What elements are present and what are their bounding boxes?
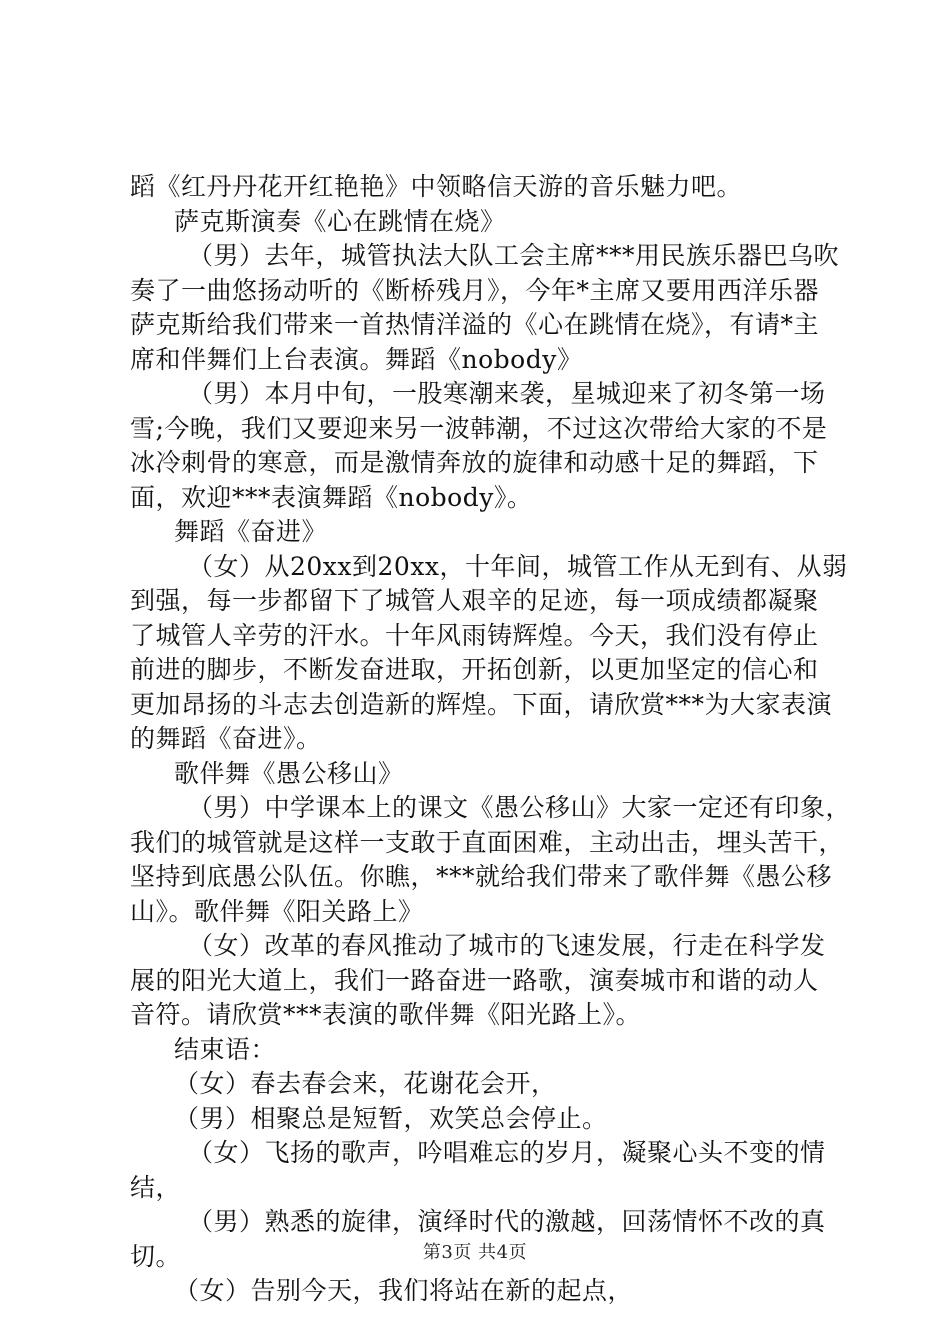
text-line: 我们的城管就是这样一支敢于直面困难，主动出击，埋头苦干， (130, 827, 845, 857)
text-line: （女）飞扬的歌声，吟唱难忘的岁月，凝聚心头不变的情 (188, 1138, 826, 1167)
text-line: 山》。歌伴舞《阳关路上》 (130, 896, 424, 926)
text-line: 雪;今晚，我们又要迎来另一波韩潮，不过这次带给大家的不是 (130, 413, 828, 443)
section-heading: 舞蹈《奋进》 (174, 517, 328, 546)
text-line: （男）熟悉的旋律，演绎时代的激越，回荡情怀不改的真 (188, 1207, 826, 1236)
text-line: 席和伴舞们上台表演。舞蹈《nobody》 (130, 344, 583, 374)
text-line: 结， (130, 1172, 182, 1202)
text-line: 蹈《红丹丹花开红艳艳》中领略信天游的音乐魅力吧。 (130, 172, 743, 201)
text-line: 面，欢迎***表演舞蹈《nobody》。 (130, 482, 533, 512)
text-line: （女）告别今天，我们将站在新的起点， (174, 1276, 634, 1305)
text-line: 冰冷刺骨的寒意，而是激情奔放的旋律和动感十足的舞蹈，下 (130, 448, 819, 477)
text-line: 音符。请欣赏***表演的歌伴舞《阳光路上》。 (130, 1000, 642, 1029)
section-heading: 歌伴舞《愚公移山》 (174, 758, 404, 788)
text-line: 到强，每一步都留下了城管人艰辛的足迹，每一项成绩都凝聚 (130, 586, 819, 615)
text-line: 了城管人辛劳的汗水。十年风雨铸辉煌。今天，我们没有停止 (130, 620, 819, 650)
text-line: 展的阳光大道上，我们一路奋进一路歌，演奏城市和谐的动人 (130, 965, 819, 995)
text-line: 前进的脚步，不断发奋进取，开拓创新，以更加坚定的信心和 (130, 655, 819, 684)
text-line: （女）改革的春风推动了城市的飞速发展，行走在科学发 (188, 931, 826, 960)
text-line: 坚持到底愚公队伍。你瞧，***就给我们带来了歌伴舞《愚公移 (130, 862, 833, 891)
text-line: （女）从20xx到20xx，十年间，城管工作从无到有、从弱 (188, 551, 848, 581)
text-line: （男）中学课本上的课文《愚公移山》大家一定还有印象， (188, 793, 852, 822)
text-line: 的舞蹈《奋进》。 (130, 724, 322, 753)
section-heading: 萨克斯演奏《心在跳情在烧》 (174, 206, 506, 236)
page-number: 第3页 共4页 (422, 1242, 528, 1263)
text-line: 奏了一曲悠扬动听的《断桥残月》，今年*主席又要用西洋乐器 (130, 275, 820, 305)
text-line: 更加昂扬的斗志去创造新的辉煌。下面，请欣赏***为大家表演 (130, 689, 833, 719)
section-heading: 结束语： (174, 1034, 277, 1064)
text-line: （男）去年，城管执法大队工会主席***用民族乐器巴乌吹 (188, 241, 840, 270)
text-line: （男）相聚总是短暂，欢笑总会停止。 (174, 1103, 608, 1133)
text-line: （男）本月中旬，一股寒潮来袭，星城迎来了初冬第一场 (188, 379, 826, 408)
document-body (130, 170, 852, 1309)
text-line: （女）春去春会来，花谢花会开， (174, 1069, 557, 1098)
text-line: 萨克斯给我们带来一首热情洋溢的《心在跳情在烧》，有请*主 (130, 310, 820, 339)
text-line: 切。 (130, 1241, 182, 1271)
